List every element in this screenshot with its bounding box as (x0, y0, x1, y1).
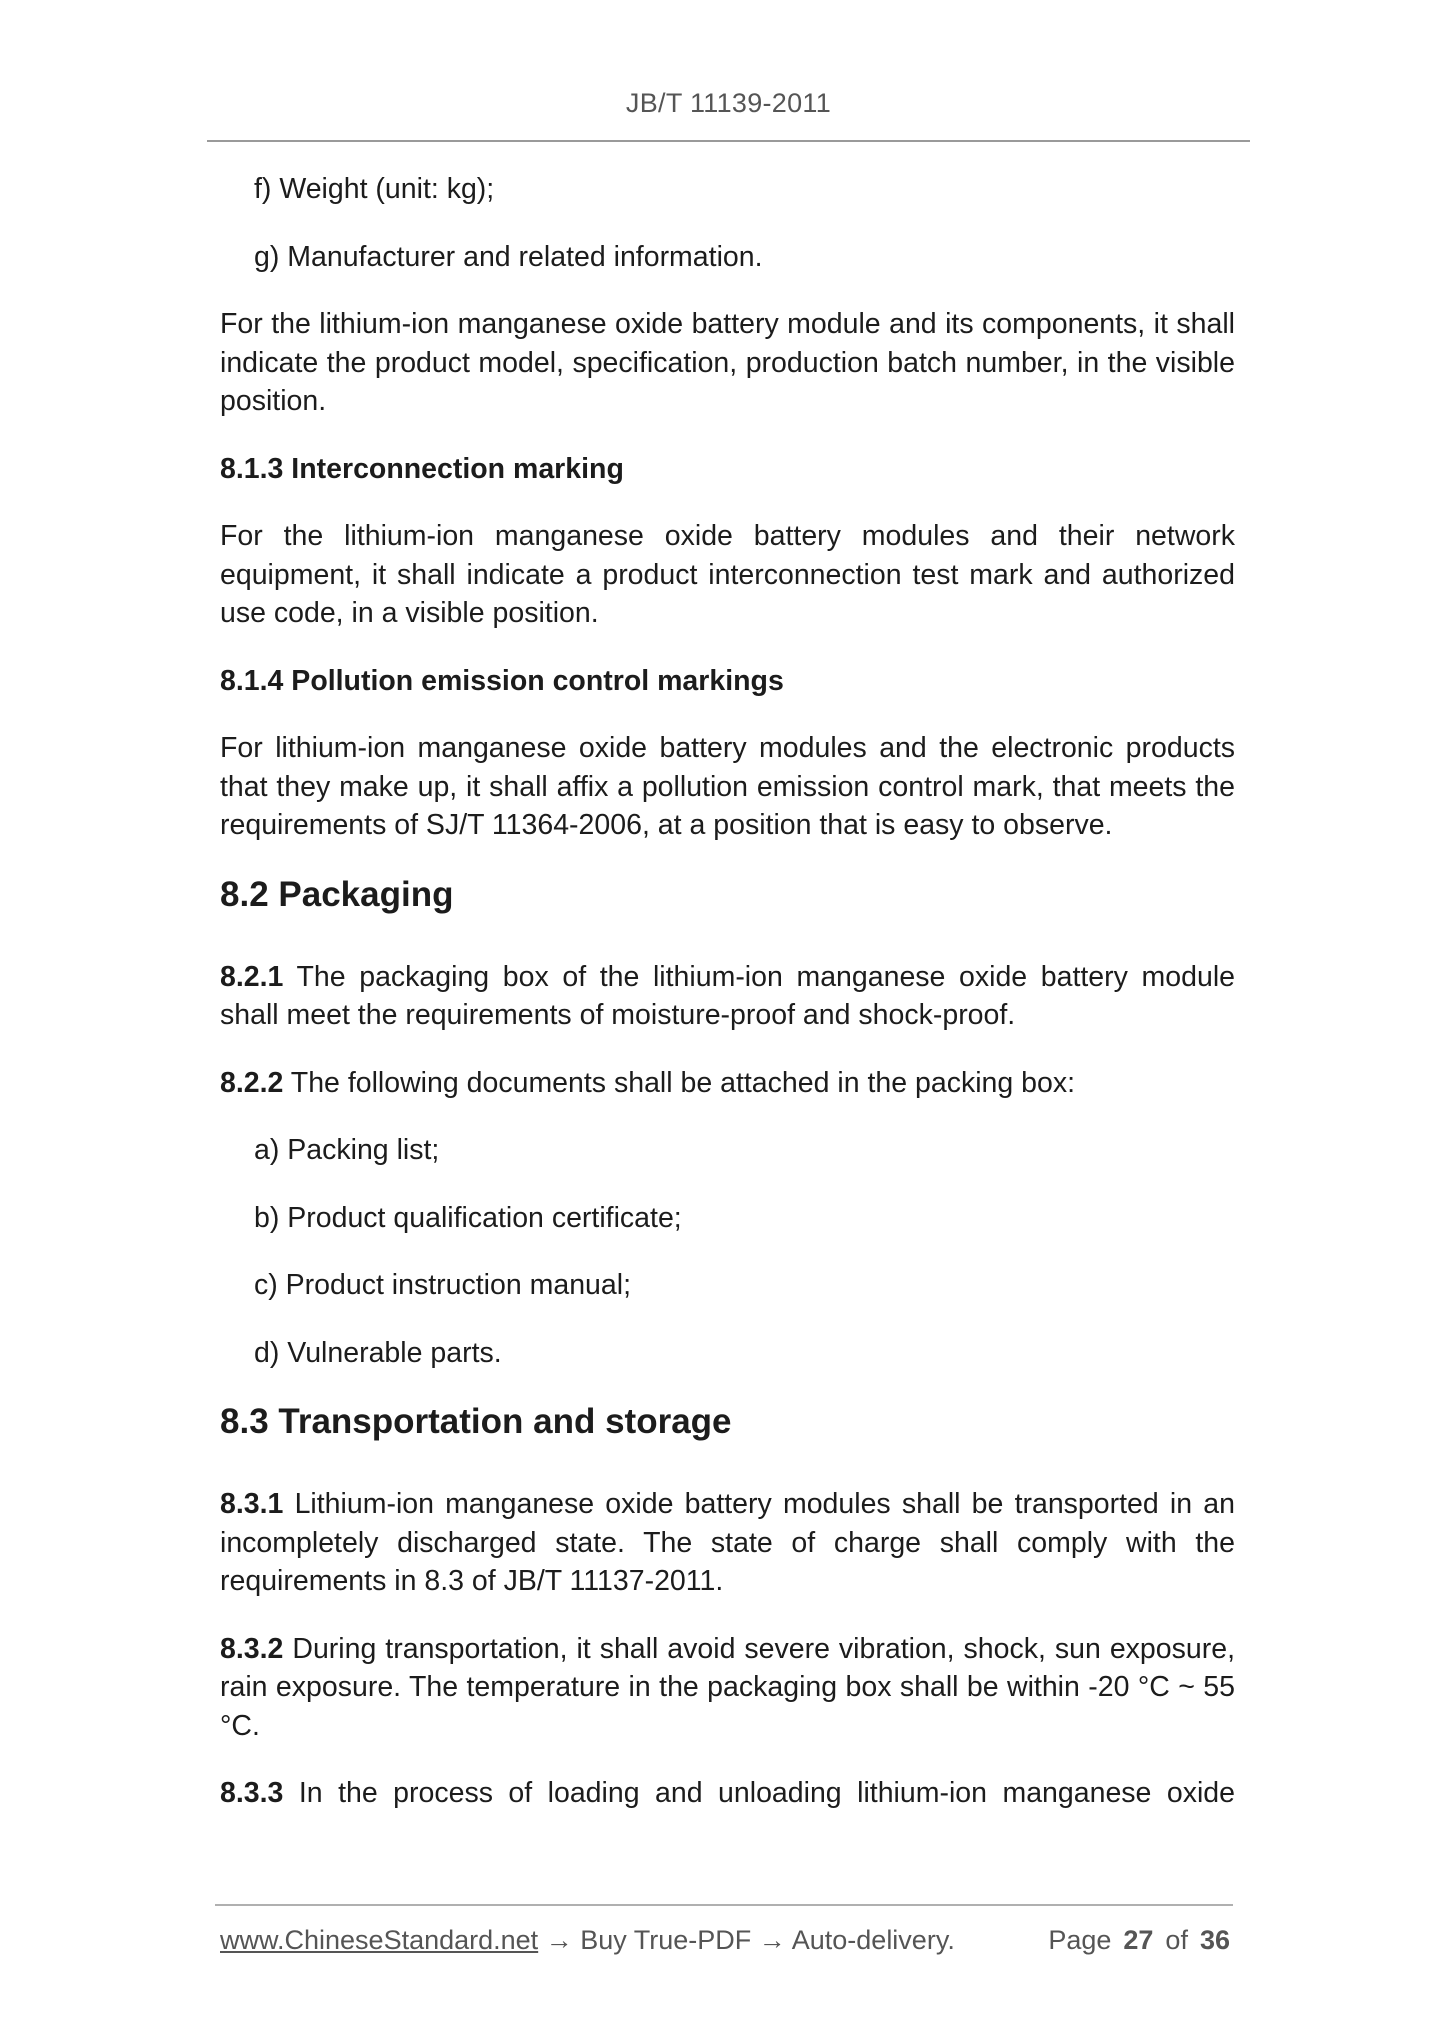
paragraph-8-1-3: For the lithium-ion manganese oxide battery modules and their network equipment, it shall indicate a product interconnection test mark and authorized use code, in a visible position. (220, 520, 1235, 629)
total-pages-number: 36 (1199, 1925, 1230, 1955)
list-item-c: c) Product instruction manual; (254, 1269, 631, 1301)
paragraph-8-3-3 (220, 1774, 1235, 1813)
heading-8-2: 8.2 Packaging (220, 874, 454, 914)
heading-8-3: 8.3 Transportation and storage (220, 1402, 732, 1441)
page-header: JB/T 11139-2011 (625, 88, 832, 118)
list-item-b: b) Product qualification certificate; (254, 1201, 682, 1234)
paragraph-module-marking: For the lithium-ion manganese oxide battery module and its components, it shall indicate the product model, specification, production batch number, in the visible position. (220, 308, 1235, 417)
footer-promo (220, 1925, 955, 1956)
clause-text-8-3-3: In the process of loading and unloading lithium-ion manganese oxide (283, 1777, 1235, 1809)
footer-promo-text: → Buy True-PDF → Auto-delivery. (538, 1925, 955, 1955)
list-item-d: d) Vulnerable parts. (254, 1336, 502, 1369)
paragraph-8-1-4: For lithium-ion manganese oxide battery modules and the electronic products that they make up, it shall affix a pollution emission control mark, that meets the requirements of SJ/T 11364-2006, at a position that is easy to observe. (220, 732, 1235, 841)
clause-number-8-3-2: 8.3.2 (220, 1632, 284, 1665)
header-divider (207, 140, 1250, 142)
list-item-f: f) Weight (unit: kg); (254, 173, 495, 205)
clause-number-8-3-3: 8.3.3 (220, 1777, 284, 1809)
clause-number-8-2-1: 8.2.1 (220, 960, 284, 993)
website-link[interactable]: www.ChineseStandard.net (220, 1925, 539, 1955)
clause-number-8-2-2: 8.2.2 (220, 1066, 284, 1099)
clause-text-8-2-2: The following documents shall be attached in the packing box: (283, 1066, 1076, 1099)
page-label: Page (1048, 1925, 1112, 1955)
paragraph-8-2-1 (220, 958, 1235, 1035)
clause-text-8-3-2: During transportation, it shall avoid severe vibration, shock, sun exposure, rain exposure. The temperature in the packaging box shall be within -20 °C ~ 55 °C. (220, 1632, 1235, 1742)
paragraph-8-3-2 (220, 1630, 1235, 1746)
footer-divider (215, 1904, 1233, 1906)
heading-8-1-4: 8.1.4 Pollution emission control markings (220, 664, 784, 697)
clause-number-8-3-1: 8.3.1 (220, 1488, 284, 1520)
page-content (220, 170, 1235, 1842)
of-label: of (1165, 1925, 1188, 1955)
heading-8-1-3: 8.1.3 Interconnection marking (220, 452, 624, 485)
paragraph-8-3-1 (220, 1485, 1235, 1601)
paragraph-8-2-2 (220, 1064, 1235, 1103)
page-indicator (1048, 1925, 1230, 1956)
list-item-a: a) Packing list; (254, 1134, 440, 1166)
list-item-g: g) Manufacturer and related information. (254, 240, 763, 273)
clause-text-8-3-1: Lithium-ion manganese oxide battery modules shall be transported in an incompletely discharged state. The state of charge shall comply with the requirements in 8.3 of JB/T 11137-2011. (220, 1488, 1235, 1597)
clause-text-8-2-1: The packaging box of the lithium-ion manganese oxide battery module shall meet the requirements of moisture-proof and shock-proof. (220, 960, 1235, 1031)
current-page-number: 27 (1123, 1925, 1154, 1955)
